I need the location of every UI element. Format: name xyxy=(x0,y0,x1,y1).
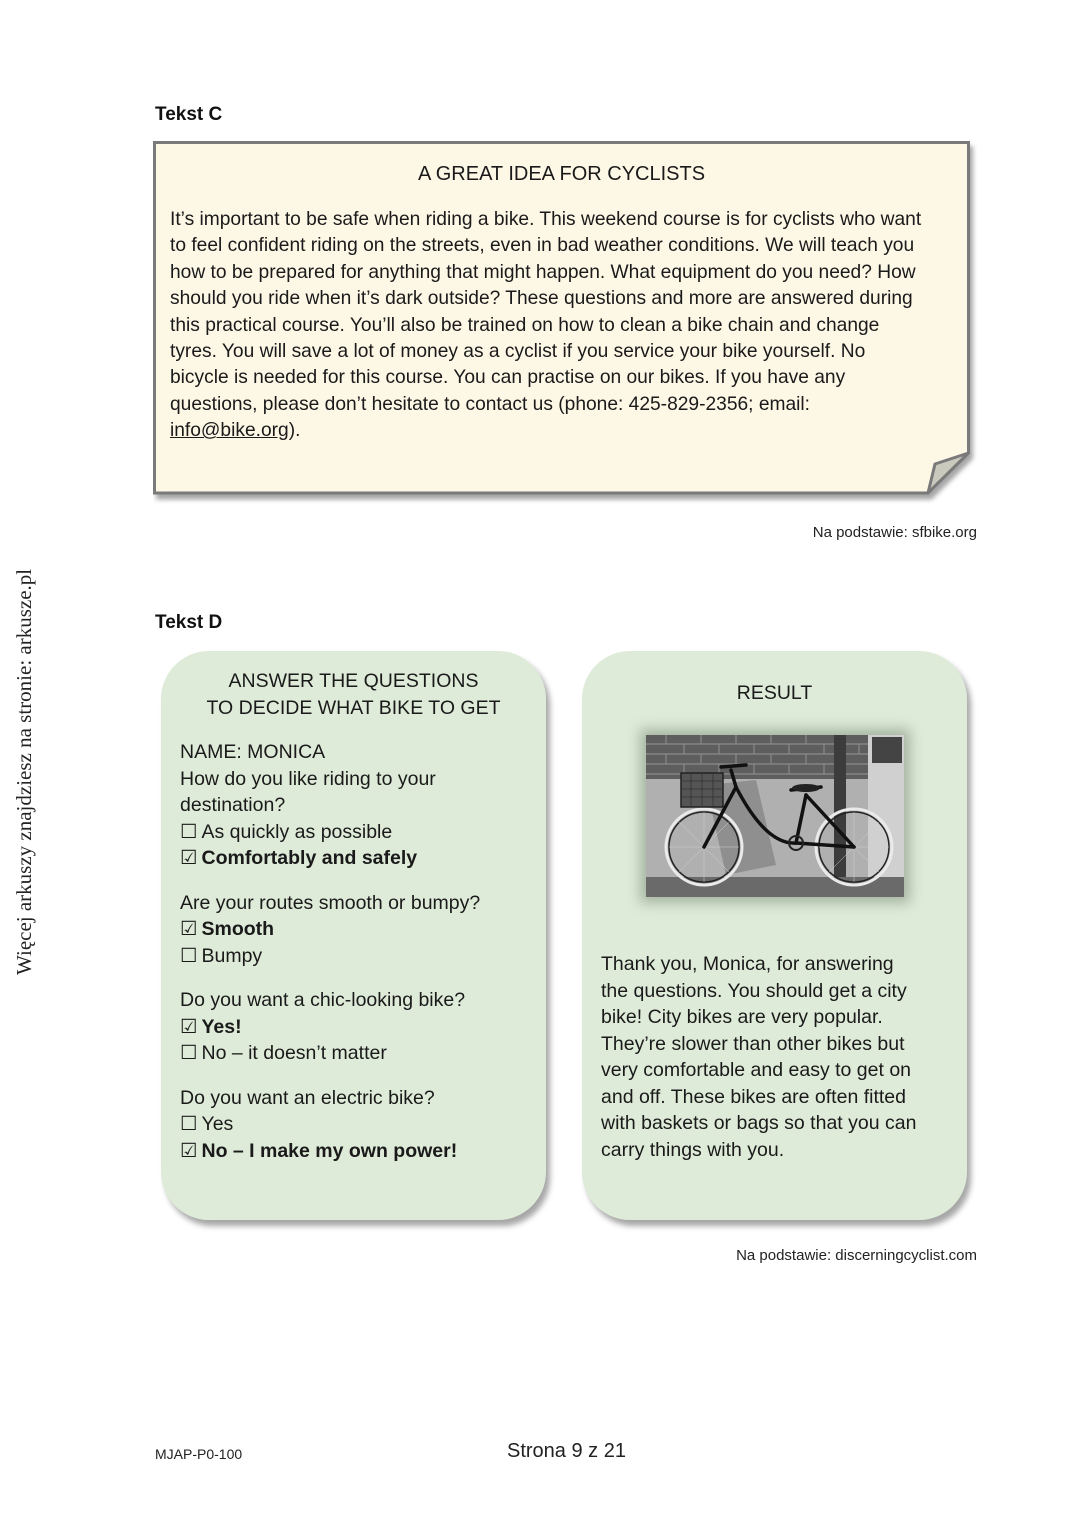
source-text-c: Na podstawie: sfbike.org xyxy=(812,524,977,541)
note-line: this practical course. You’ll also be trained on how to clean a bike chain and change xyxy=(170,314,880,336)
option-checked[interactable] xyxy=(180,845,540,872)
option-label: Yes xyxy=(201,1113,234,1135)
result-line: very comfortable and easy to get on xyxy=(601,1059,912,1081)
option-checked[interactable] xyxy=(180,1138,540,1165)
option-label: Comfortably and safely xyxy=(201,847,418,869)
option-label: As quickly as possible xyxy=(201,820,393,843)
option-unchecked[interactable] xyxy=(180,1040,540,1067)
result-line: They’re slower than other bikes but xyxy=(601,1032,905,1055)
questions-card xyxy=(161,651,546,1220)
source-text-d: Na podstawie: discerningcyclist.com xyxy=(736,1247,977,1264)
email-suffix: ). xyxy=(288,420,301,442)
note-title: A GREAT IDEA FOR CYCLISTS xyxy=(417,163,706,185)
question-text: destination? xyxy=(180,794,286,816)
option-label: Bumpy xyxy=(201,944,263,967)
result-card-title: RESULT xyxy=(736,682,813,704)
option-label: No – I make my own power! xyxy=(201,1139,458,1162)
questions-card-title xyxy=(161,668,546,722)
note-line: how to be prepared for anything that might happen. What equipment do you need? How xyxy=(170,261,916,283)
result-text xyxy=(601,951,956,1163)
result-line: with baskets or bags so that you can xyxy=(601,1112,917,1134)
question-text: How do you like riding to your xyxy=(180,767,436,790)
page-number: Strona 9 z 21 xyxy=(507,1440,626,1462)
city-bike-photo-icon xyxy=(646,735,904,897)
option-unchecked[interactable] xyxy=(180,943,540,970)
side-watermark: Więcej arkuszy znajdziesz na stronie: arkusze.pl xyxy=(12,568,36,975)
questionnaire xyxy=(180,739,540,1182)
question-text: Do you want a chic-looking bike? xyxy=(180,989,466,1011)
result-line: Thank you, Monica, for answering xyxy=(601,953,894,975)
questions-title-line: TO DECIDE WHAT BIKE TO GET xyxy=(206,697,501,719)
question-text: Do you want an electric bike? xyxy=(180,1086,435,1109)
exam-code: MJAP-P0-100 xyxy=(155,1446,243,1462)
option-label: Smooth xyxy=(201,918,275,940)
email-link[interactable]: info@bike.org xyxy=(170,420,289,442)
question-text: Are your routes smooth or bumpy? xyxy=(180,891,481,914)
checked-checkbox-icon: ☑ xyxy=(180,847,198,869)
question-group xyxy=(180,890,540,970)
note-line: It’s important to be safe when riding a bike. This weekend course is for cyclists who want xyxy=(170,209,922,230)
note-body xyxy=(170,207,960,445)
note-line: questions, please don’t hesitate to contact us (phone: 425-829-2356; email: xyxy=(170,393,811,415)
note-line-email xyxy=(170,418,960,444)
note-line: bicycle is needed for this course. You can practise on our bikes. If you have any xyxy=(170,367,846,389)
note-line: should you ride when it’s dark outside? These questions and more are answered during xyxy=(170,288,913,310)
question-group xyxy=(180,987,540,1067)
option-unchecked[interactable] xyxy=(180,1111,540,1138)
note-line: tyres. You will save a lot of money as a cyclist if you service your bike yourself. No xyxy=(170,341,866,363)
checked-checkbox-icon: ☑ xyxy=(180,918,198,940)
option-checked[interactable] xyxy=(180,1014,540,1041)
section-label-text-c: Tekst C xyxy=(155,104,223,125)
result-card xyxy=(582,651,967,1220)
note-line: to feel confident riding on the streets, even in bad weather conditions. We will teach you xyxy=(170,235,915,257)
empty-checkbox-icon: ☐ xyxy=(180,820,198,843)
questions-title-line: ANSWER THE QUESTIONS xyxy=(228,670,479,692)
question-group xyxy=(180,1085,540,1165)
result-line: carry things with you. xyxy=(601,1138,785,1161)
empty-checkbox-icon: ☐ xyxy=(180,1042,198,1064)
option-checked[interactable] xyxy=(180,916,540,943)
result-line: the questions. You should get a city xyxy=(601,979,907,1002)
option-unchecked[interactable] xyxy=(180,819,540,846)
option-label: No – it doesn’t matter xyxy=(201,1042,387,1064)
checked-checkbox-icon: ☑ xyxy=(180,1015,198,1038)
checked-checkbox-icon: ☑ xyxy=(180,1139,198,1162)
result-line: bike! City bikes are very popular. xyxy=(601,1006,883,1028)
question-group xyxy=(180,766,540,872)
empty-checkbox-icon: ☐ xyxy=(180,1113,198,1135)
name-line: NAME: MONICA xyxy=(180,741,326,763)
text-c-note xyxy=(153,141,970,497)
empty-checkbox-icon: ☐ xyxy=(180,944,198,967)
bike-photo xyxy=(646,735,904,897)
result-line: and off. These bikes are often fitted xyxy=(601,1085,906,1108)
option-label: Yes! xyxy=(201,1015,242,1038)
section-label-text-d: Tekst D xyxy=(155,612,223,633)
